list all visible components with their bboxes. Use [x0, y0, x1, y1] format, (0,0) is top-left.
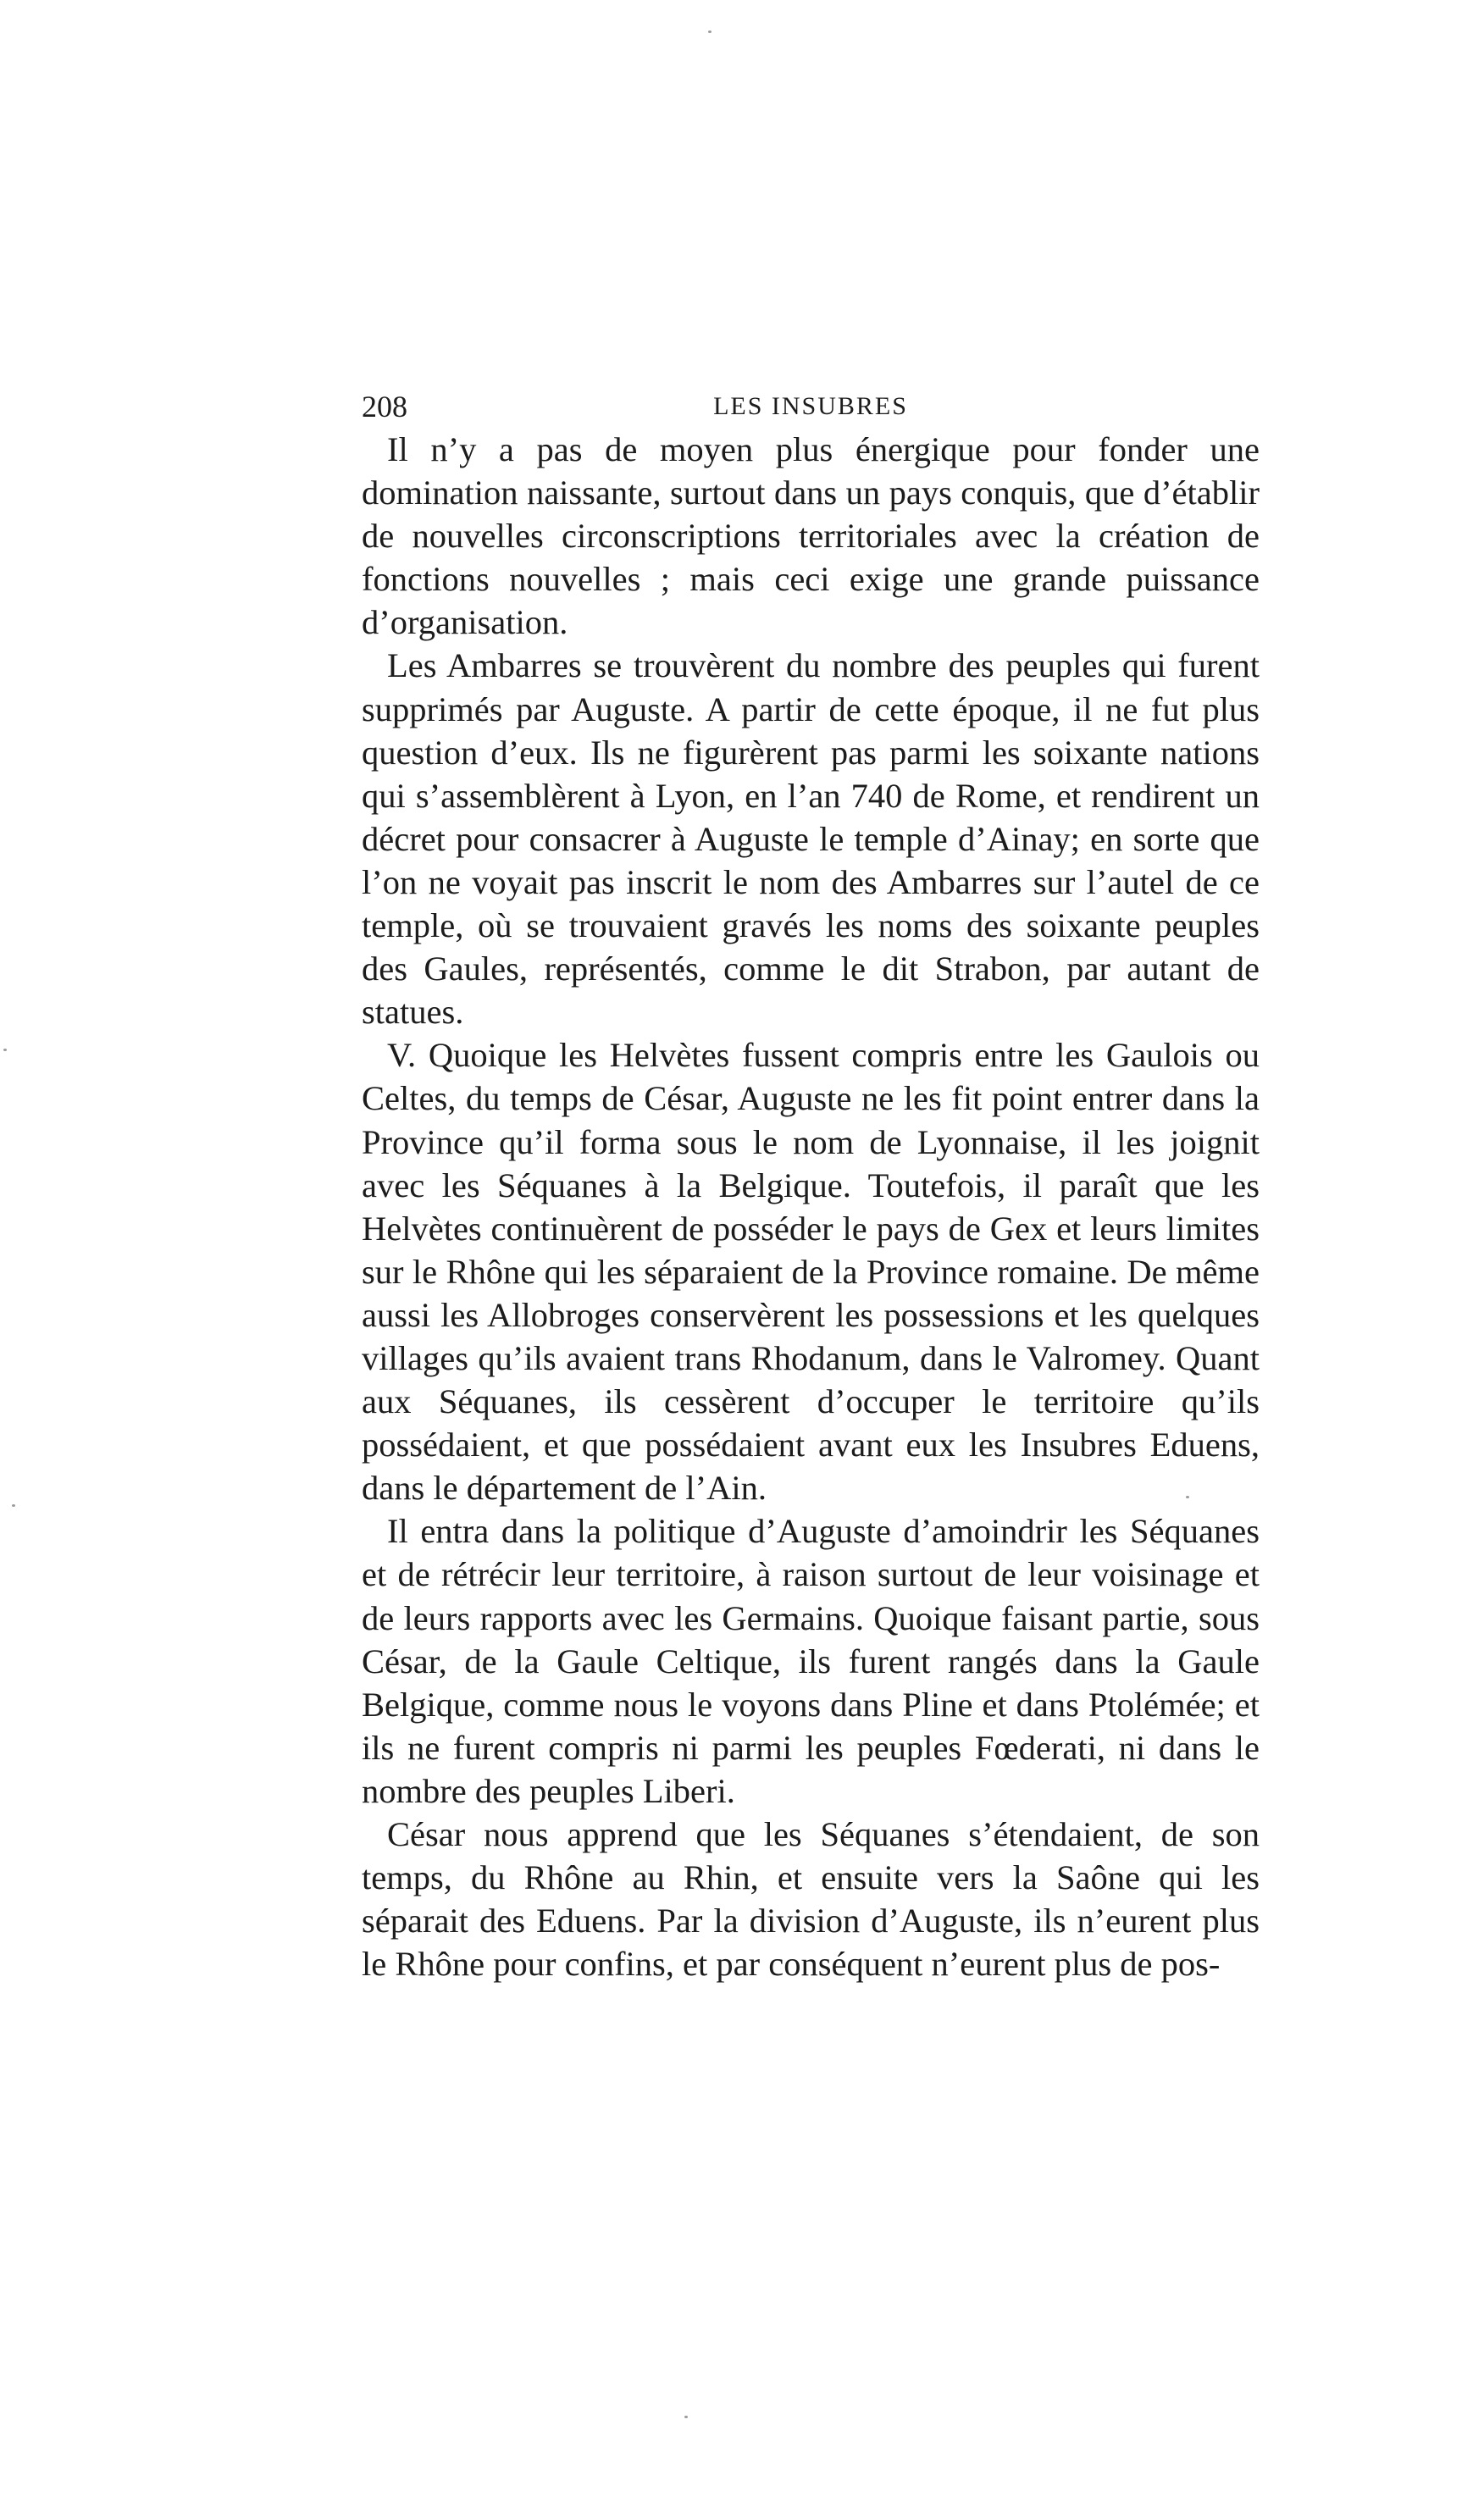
paragraph-5: César nous apprend que les Séquanes s’étendaient, de son temps, du Rhône au Rhin, et ensuite vers la Saône qui les séparait des Eduens. Par la division d’Auguste, ils n’eurent plus le Rhône pour confins, et par conséquent n’eurent plus de pos-	[362, 1815, 1260, 1984]
page-number: 208	[362, 390, 407, 424]
running-title: LES INSUBRES	[713, 392, 908, 420]
scan-speck	[684, 2416, 688, 2418]
paragraph-1: Il n’y a pas de moyen plus énergique pour fonder une domination naissante, surtout dans un pays conquis, que d’établir de nouvelles circonscriptions territoriales avec la création de fonctions nouvelles ; mais ceci exige une grande puissance d’organisation.	[362, 430, 1260, 642]
page-header	[362, 383, 1260, 430]
scan-speck	[708, 30, 712, 33]
paragraph-3: V. Quoique les Helvètes fussent compris entre les Gaulois ou Celtes, du temps de César, Auguste ne les fit point entrer dans la Province qu’il forma sous le nom de Lyonnaise, il les joignit avec les Séquanes à la Belgique. Toutefois, il paraît que les Helvètes continuèrent de posséder le pays de Gex et leurs limites sur le Rhône qui les séparaient de la Province romaine. De même aussi les Allobroges conservèrent les possessions et les quelques villages qu’ils avaient trans Rhodanum, dans le Valromey. Quant aux Séquanes, ils cessèrent d’occuper le territoire qu’ils possédaient, et que possédaient avant eux les Insubres Eduens, dans le département de l’Ain.	[362, 1036, 1260, 1508]
paragraph-4: Il entra dans la politique d’Auguste d’amoindrir les Séquanes et de rétrécir leur territoire, à raison surtout de leur voisinage et de leurs rapports avec les Germains. Quoique faisant partie, sous César, de la Gaule Celtique, ils furent rangés dans la Gaule Belgique, comme nous le voyons dans Pline et dans Ptolémée; et ils ne furent compris ni parmi les peuples Fœderati, ni dans le nombre des peuples Liberi.	[362, 1512, 1260, 1810]
body-text	[362, 428, 1260, 1985]
scan-speck	[12, 1504, 15, 1507]
scan-speck	[1186, 1496, 1189, 1498]
scan-speck	[3, 1049, 7, 1051]
paragraph-2: Les Ambarres se trouvèrent du nombre des peuples qui furent supprimés par Auguste. A partir de cette époque, il ne fut plus question d’eux. Ils ne figurèrent pas parmi les soixante nations qui s’assemblèrent à Lyon, en l’an 740 de Rome, et rendirent un décret pour consacrer à Auguste le temple d’Ainay; en sorte que l’on ne voyait pas inscrit le nom des Ambarres sur l’autel de ce temple, où se trouvaient gravés les noms des soixante peuples des Gaules, représentés, comme le dit Strabon, par autant de statues.	[362, 646, 1260, 1032]
